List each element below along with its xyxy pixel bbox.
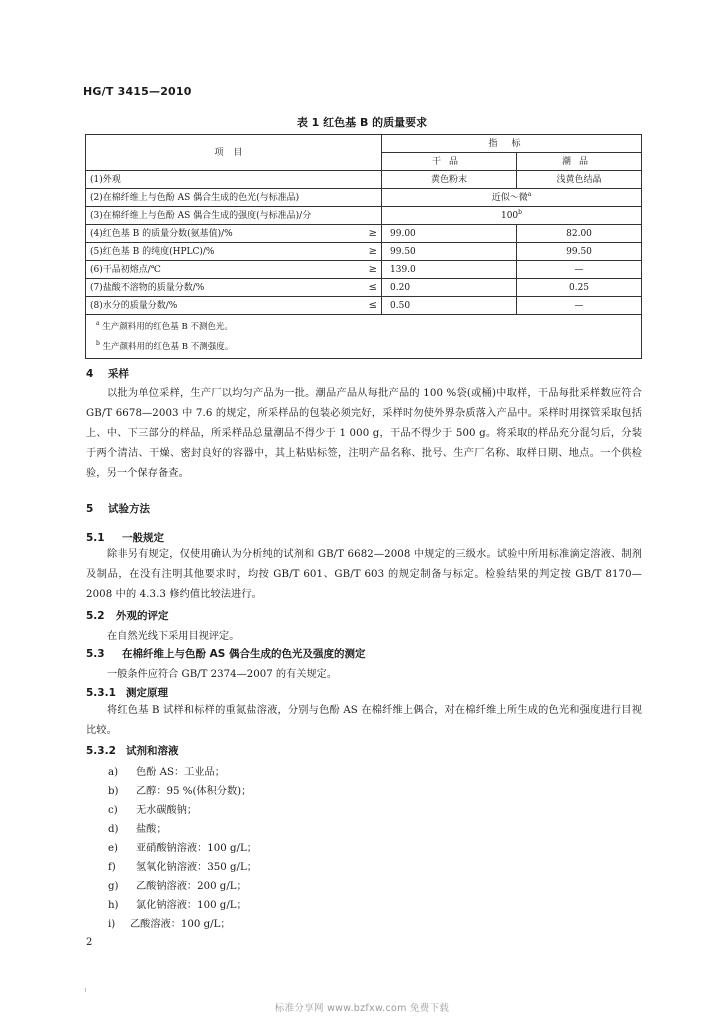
row-wet: 82.00 bbox=[517, 225, 642, 243]
list-item: f) 氢氧化钠溶液：350 g/L； bbox=[108, 862, 257, 873]
table-row bbox=[86, 297, 642, 315]
row-item: (3)在棉纤维上与色酚 AS 偶合生成的强度(与标准品)/分 bbox=[86, 207, 382, 225]
header-dry: 干品 bbox=[382, 153, 517, 171]
row-item: (1)外观 bbox=[86, 171, 382, 189]
section-heading: 5 试验方法 bbox=[86, 503, 150, 515]
table-row bbox=[86, 279, 642, 297]
row-dry: 99.50 bbox=[382, 243, 517, 261]
header-wet: 潮品 bbox=[517, 153, 642, 171]
list-item: g) 乙酸钠溶液：200 g/L； bbox=[108, 881, 247, 892]
table-row bbox=[86, 189, 642, 207]
header-item: 项目 bbox=[86, 135, 382, 171]
row-item: (5)红色基 B 的纯度(HPLC)/% ≥ bbox=[86, 243, 382, 261]
table-title: 表 1 红色基 B 的质量要求 bbox=[296, 116, 428, 129]
row-wet: — bbox=[517, 297, 642, 315]
quality-table bbox=[85, 134, 642, 359]
row-item: (6)干品初熔点/℃ ≥ bbox=[86, 261, 382, 279]
paragraph: 将红色基 B 试样和标样的重氮盐溶液，分别与色酚 AS 在棉纤维上偶合，对在棉纤维上所生成的色光和强度进行目视比较。 bbox=[86, 705, 642, 736]
list-item: c) 无水碳酸钠； bbox=[108, 805, 198, 816]
row-dry: 0.20 bbox=[382, 279, 517, 297]
table-row bbox=[86, 243, 642, 261]
table-footnote: $^b$ 生产颜料用的红色基 B 不测强度。 bbox=[86, 336, 642, 359]
row-dry: 139.0 bbox=[382, 261, 517, 279]
row-item: (2)在棉纤维上与色酚 AS 偶合生成的色光(与标准品) bbox=[86, 189, 382, 207]
watermark: 标准分享网 www.bzfxw.com 免费下载 bbox=[274, 1003, 450, 1014]
row-wet: 浅黄色结晶 bbox=[517, 171, 642, 189]
comparison-symbol: ≥ bbox=[368, 227, 377, 239]
list-item: d) 盐酸； bbox=[108, 824, 167, 835]
crop-mark bbox=[85, 988, 90, 992]
paragraph: 除非另有规定，仅使用确认为分析纯的试剂和 GB/T 6682—2008 中规定的三级水。试验中所用标准滴定溶液、制剂及制品，在没有注明其他要求时，均按 GB/T 601、GB/T 603 的规定制备与标定。检验结果的判定按 GB/T 8170—2008 中的 4.3.3 修约值比较法进行。 bbox=[86, 549, 642, 600]
row-dry: 黄色粉末 bbox=[382, 171, 517, 189]
row-wet: 0.25 bbox=[517, 279, 642, 297]
row-wet: — bbox=[517, 261, 642, 279]
subsection-heading: 5.3.2 试剂和溶液 bbox=[86, 745, 179, 757]
subsection-heading: 5.2 外观的评定 bbox=[86, 610, 169, 622]
list-item: h) 氯化钠溶液：100 g/L； bbox=[108, 900, 247, 911]
paragraph: 一般条件应符合 GB/T 2374—2007 的有关规定。 bbox=[107, 669, 338, 680]
header-indicator: 指标 bbox=[382, 135, 642, 153]
subsection-heading: 5.3.1 测定原理 bbox=[86, 687, 168, 699]
table-row bbox=[86, 171, 642, 189]
list-item: b) 乙醇：95 %(体积分数)； bbox=[108, 786, 252, 797]
table-row bbox=[86, 261, 642, 279]
list-item: i) 乙酸溶液：100 g/L； bbox=[108, 919, 231, 930]
page-number: 2 bbox=[86, 937, 93, 948]
row-item: (8)水分的质量分数/% ≤ bbox=[86, 297, 382, 315]
row-merged-value: 100$^b$ bbox=[382, 207, 642, 225]
row-merged-value: 近似～微$^a$ bbox=[382, 189, 642, 207]
section-heading: 4 采样 bbox=[86, 368, 129, 380]
table-row bbox=[86, 225, 642, 243]
row-item: (7)盐酸不溶物的质量分数/% ≤ bbox=[86, 279, 382, 297]
comparison-symbol: ≤ bbox=[368, 281, 377, 293]
list-item: e) 亚硝酸钠溶液：100 g/L； bbox=[108, 843, 257, 854]
table-footnote: $^a$ 生产颜料用的红色基 B 不测色光。 bbox=[86, 315, 642, 337]
standard-code: HG/T 3415—2010 bbox=[83, 85, 192, 98]
comparison-symbol: ≤ bbox=[368, 299, 377, 311]
row-dry: 0.50 bbox=[382, 297, 517, 315]
row-wet: 99.50 bbox=[517, 243, 642, 261]
subsection-heading: 5.3 在棉纤维上与色酚 AS 偶合生成的色光及强度的测定 bbox=[86, 648, 366, 660]
subsection-heading: 5.1 一般规定 bbox=[86, 532, 164, 544]
paragraph: 在自然光线下采用目视评定。 bbox=[107, 631, 240, 642]
comparison-symbol: ≥ bbox=[368, 245, 377, 257]
table-row bbox=[86, 207, 642, 225]
row-item: (4)红色基 B 的质量分数(氨基值)/% ≥ bbox=[86, 225, 382, 243]
paragraph: 以批为单位采样，生产厂以均匀产品为一批。潮品产品从每批产品的 100 %袋(或桶)中取样，干品每批采样数应符合 GB/T 6678—2003 中 7.6 的规定，所采样品的包装必须完好，采样时勿使外界杂质落入产品中。采样时用探管采取包括上、中、下三部分的样品，所采样品总量潮品不得少于 1 000 g，干品不得少于 500 g。将采取的样品充分混匀后，分装于两个清洁、干燥、密封良好的容器中，其上粘贴标签，注明产品名称、批号、生产厂名称、取样日期、地点。一个供检验，另一个保存备查。 bbox=[86, 388, 642, 479]
row-dry: 99.00 bbox=[382, 225, 517, 243]
list-item: a) 色酚 AS：工业品； bbox=[108, 767, 225, 778]
comparison-symbol: ≥ bbox=[368, 263, 377, 275]
